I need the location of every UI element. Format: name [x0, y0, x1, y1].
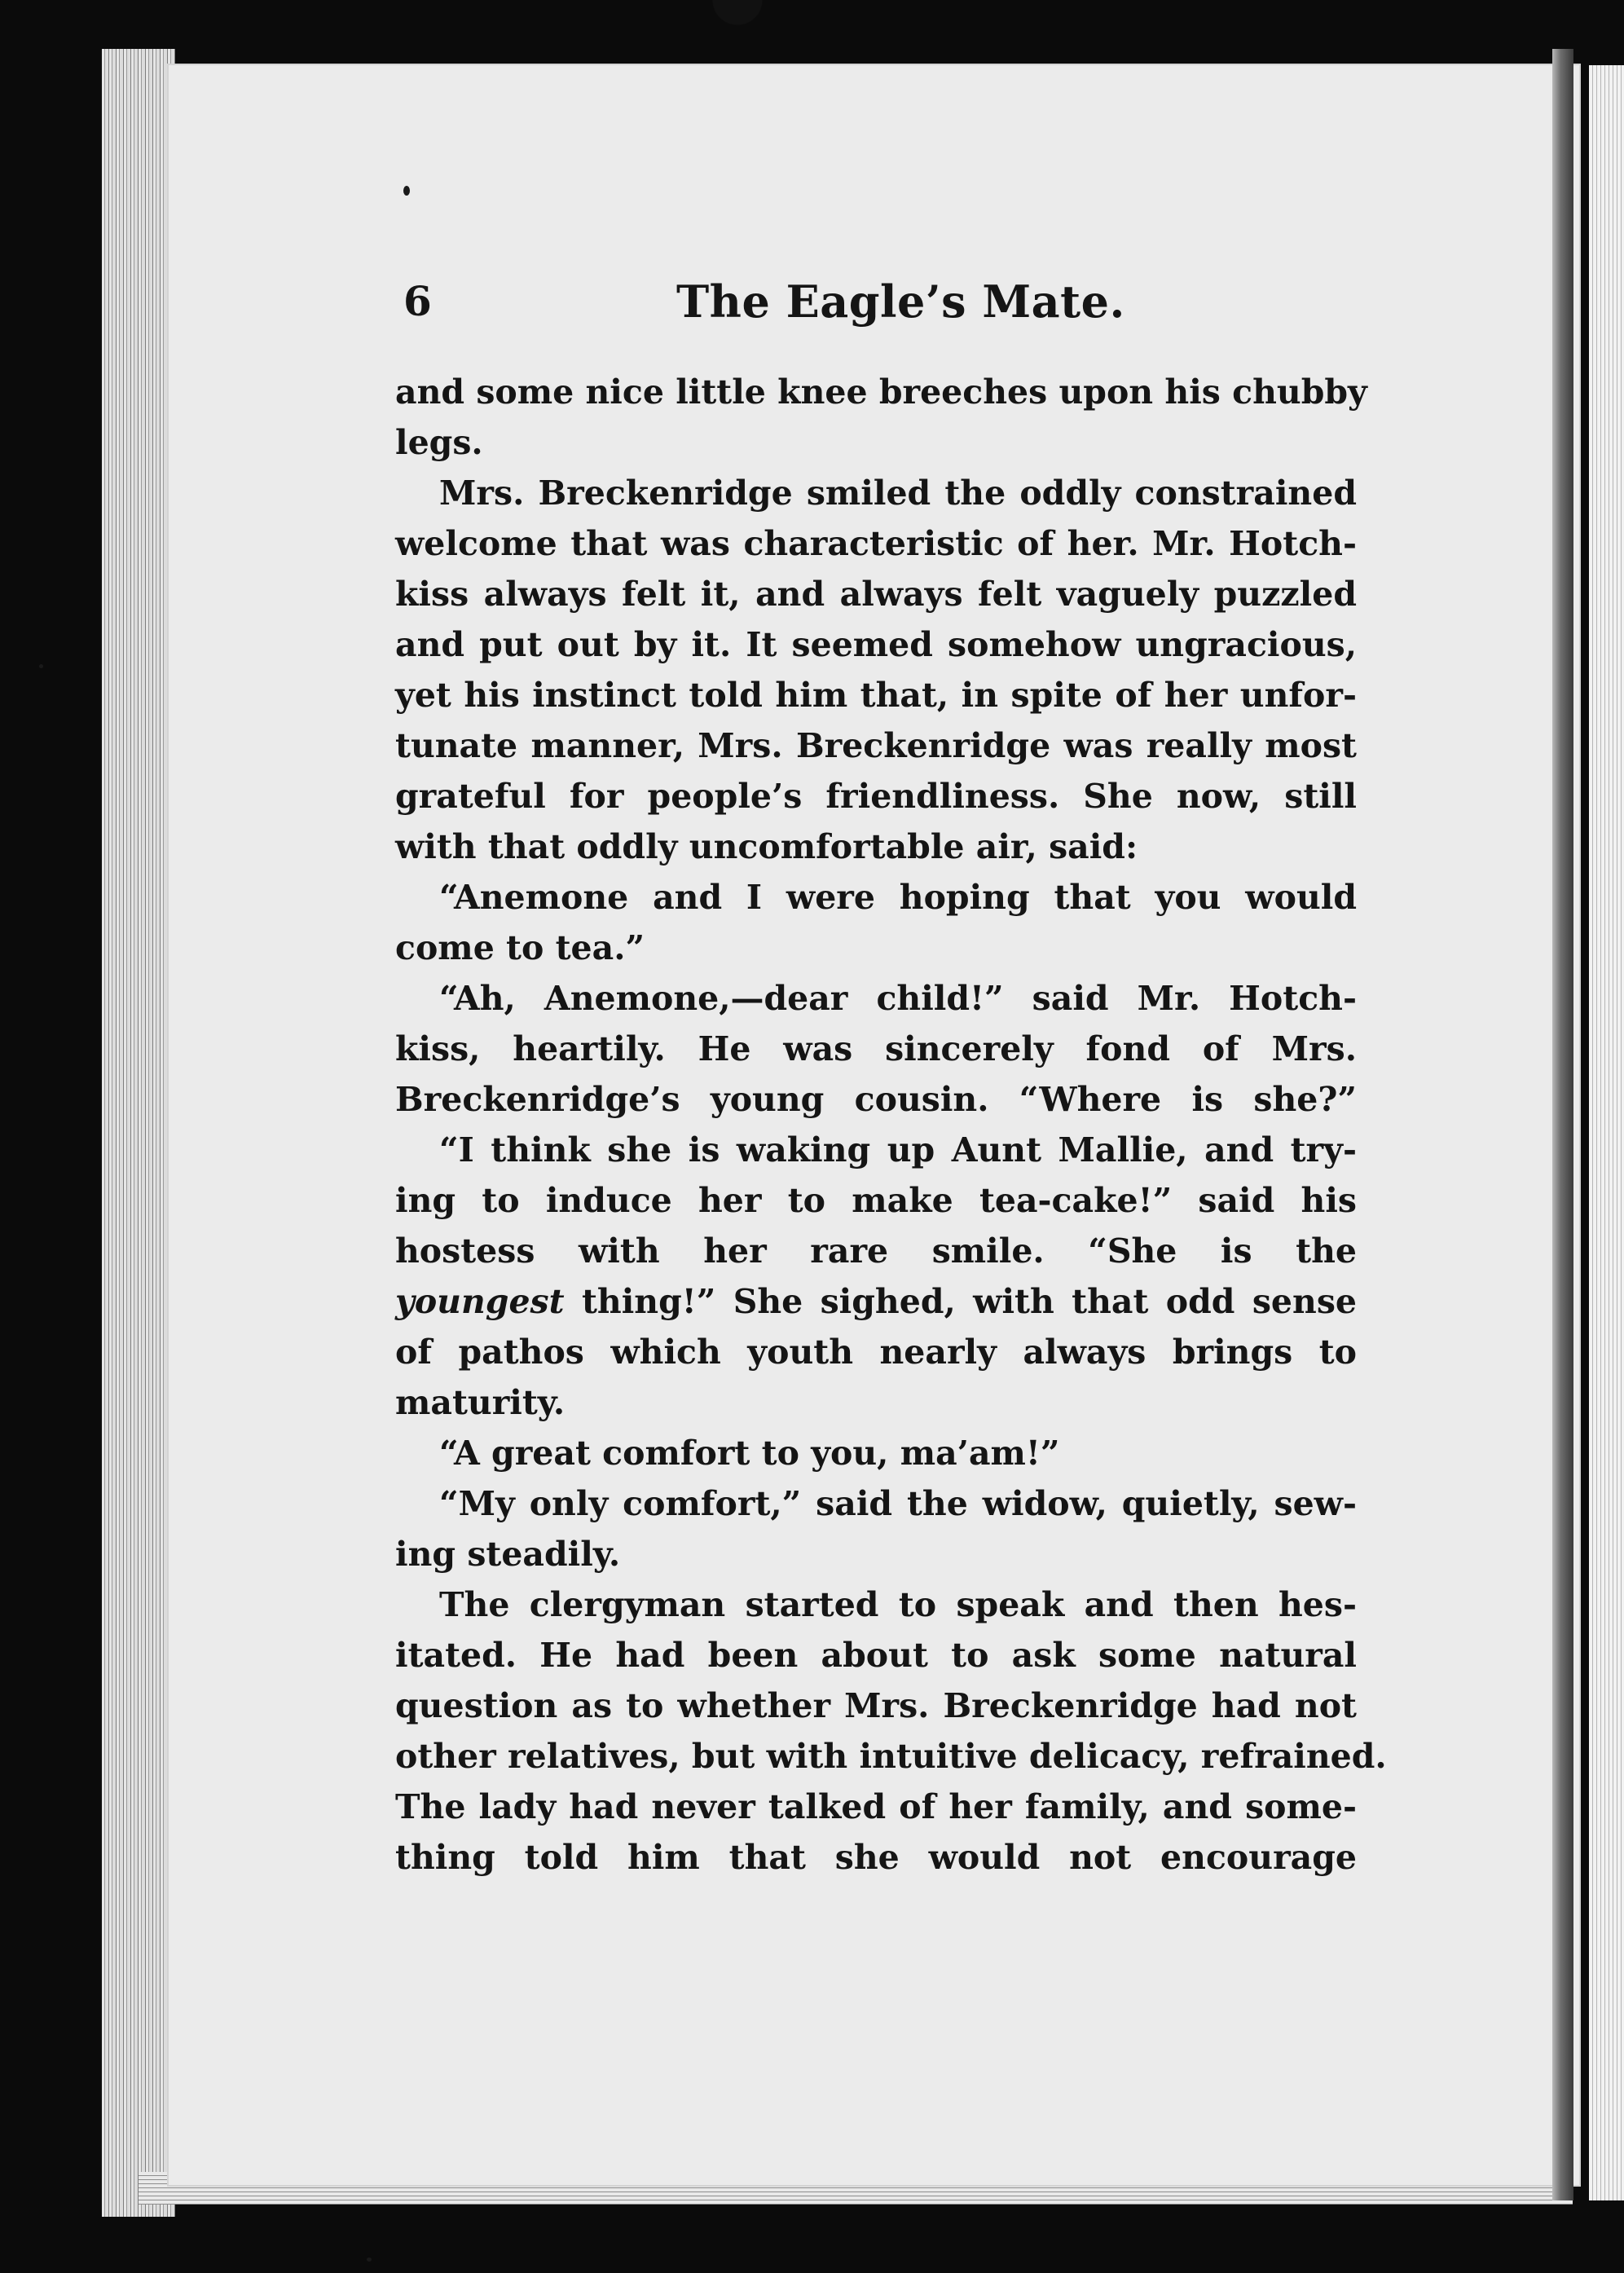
text-line: come to tea.”	[395, 928, 645, 967]
text-line: other relatives, but with intuitive delicacy, refrained.	[395, 1737, 1387, 1776]
text-line-with-emphasis	[395, 1276, 1357, 1327]
text-line: itated. He had been about to ask some natural	[395, 1636, 1357, 1675]
facing-page-edge	[1589, 65, 1624, 2200]
text-line: kiss always felt it, and always felt vaguely puzzled	[395, 575, 1357, 614]
page-header	[395, 269, 1357, 334]
emphasized-word: youngest	[395, 1282, 565, 1321]
text-line: Mrs. Breckenridge smiled the oddly constrained	[439, 474, 1357, 513]
text-line: yet his instinct told him that, in spite of her unfor-	[395, 676, 1357, 715]
page-number: 6	[403, 277, 432, 325]
text-line: grateful for people’s friendliness. She now, still	[395, 777, 1357, 816]
text-line: “My only comfort,” said the widow, quietly, sew-	[439, 1484, 1357, 1523]
ink-speck	[39, 664, 43, 668]
text-line: ing to induce her to make tea-cake!” said his	[395, 1181, 1357, 1220]
text-line: maturity.	[395, 1383, 566, 1422]
text-line: welcome that was characteristic of her. Mr. Hotch-	[395, 524, 1357, 563]
text-line: Breckenridge’s young cousin. “Where is she?”	[395, 1080, 1357, 1119]
ink-speck	[367, 2258, 372, 2262]
text-line: hostess with her rare smile. “She is the	[395, 1231, 1357, 1271]
top-shadow-notch	[709, 0, 766, 57]
binding-shadow	[1552, 49, 1573, 2200]
text-line: “I think she is waking up Aunt Mallie, and try-	[439, 1130, 1357, 1170]
text-line: with that oddly uncomfortable air, said:	[395, 827, 1138, 866]
text-line: “Ah, Anemone,—dear child!” said Mr. Hotch-	[439, 979, 1357, 1018]
text-line: legs.	[395, 423, 483, 462]
text-line-rest: thing!” She sighed, with that odd sense	[581, 1282, 1357, 1321]
text-line: thing told him that she would not encourage	[395, 1838, 1357, 1877]
left-page-edges	[102, 49, 175, 2217]
text-line: and put out by it. It seemed somehow ungracious,	[395, 625, 1357, 664]
text-line: and some nice little knee breeches upon his chubby	[395, 372, 1367, 412]
running-head: The Eagle’s Mate.	[676, 275, 1125, 328]
text-line: “Anemone and I were hoping that you would	[439, 878, 1357, 917]
text-line: question as to whether Mrs. Breckenridge had not	[395, 1686, 1357, 1725]
text-line: tunate manner, Mrs. Breckenridge was really most	[395, 726, 1357, 765]
text-line: of pathos which youth nearly always brings to	[395, 1333, 1357, 1372]
text-line: ing steadily.	[395, 1535, 621, 1574]
text-line: The lady had never talked of her family, and some-	[395, 1787, 1357, 1826]
text-line: kiss, heartily. He was sincerely fond of Mrs.	[395, 1029, 1357, 1068]
text-line: “A great comfort to you, ma’am!”	[439, 1434, 1060, 1473]
body-text	[395, 367, 1387, 1883]
ink-speck	[403, 186, 410, 196]
text-line: The clergyman started to speak and then hes-	[439, 1585, 1357, 1624]
